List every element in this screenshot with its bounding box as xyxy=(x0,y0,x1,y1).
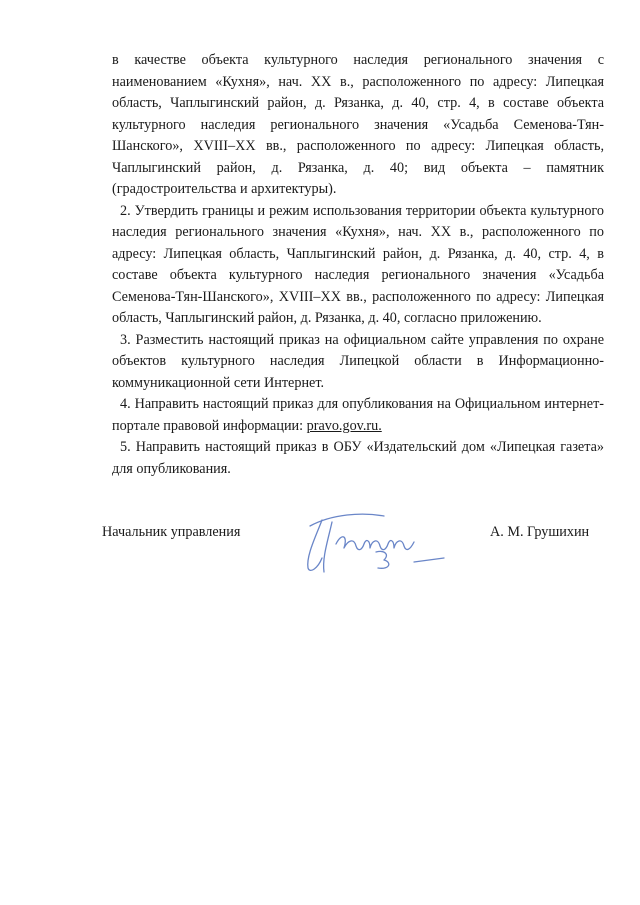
order-text xyxy=(112,50,604,480)
paragraph-item-4 xyxy=(112,394,604,437)
paragraph-item-4-text: 4. Направить настоящий приказ для опубликования на Официальном интернет-портале правовой информации: xyxy=(112,396,604,434)
signature-block xyxy=(102,518,602,588)
handwritten-signature xyxy=(292,506,472,584)
paragraph-object-description: в качестве объекта культурного наследия регионального значения с наименованием «Кухня», нач. XX в., расположенного по адресу: Липецкая область, Чаплыгинский район, д. Рязанка, д. 40, стр. 4, в составе объекта культурного наследия регионального значения «Усадьба Семенова-Тян-Шанского», XVIII–XX вв., расположенного по адресу: Липецкая область, Чаплыгинский район, д. Рязанка, д. 40; вид объекта – памятник (градостроительства и архитектуры). xyxy=(112,52,604,197)
pravo-link[interactable]: pravo.gov.ru. xyxy=(306,417,382,434)
paragraph-item-5: 5. Направить настоящий приказ в ОБУ «Издательский дом «Липецкая газета» для опубликования. xyxy=(112,439,604,477)
signatory-title: Начальник управления xyxy=(102,524,241,540)
paragraph-item-3: 3. Разместить настоящий приказ на официальном сайте управления по охране объектов культурного наследия Липецкой области в Информационно-коммуникационной сети Интернет. xyxy=(112,331,604,391)
signatory-name: А. М. Грушихин xyxy=(490,524,590,540)
paragraph-item-2: 2. Утвердить границы и режим использования территории объекта культурного наследия регионального значения «Кухня», нач. XX в., расположенного по адресу: Липецкая область, Чаплыгинский район, д. Рязанка, д. 40, стр. 4, в составе объекта культурного наследия регионального значения «Усадьба Семенова-Тян-Шанского», XVIII–XX вв., расположенного по адресу: Липецкая область, Чаплыгинский район, д. Рязанка, д. 40, согласно приложению. xyxy=(112,202,604,326)
